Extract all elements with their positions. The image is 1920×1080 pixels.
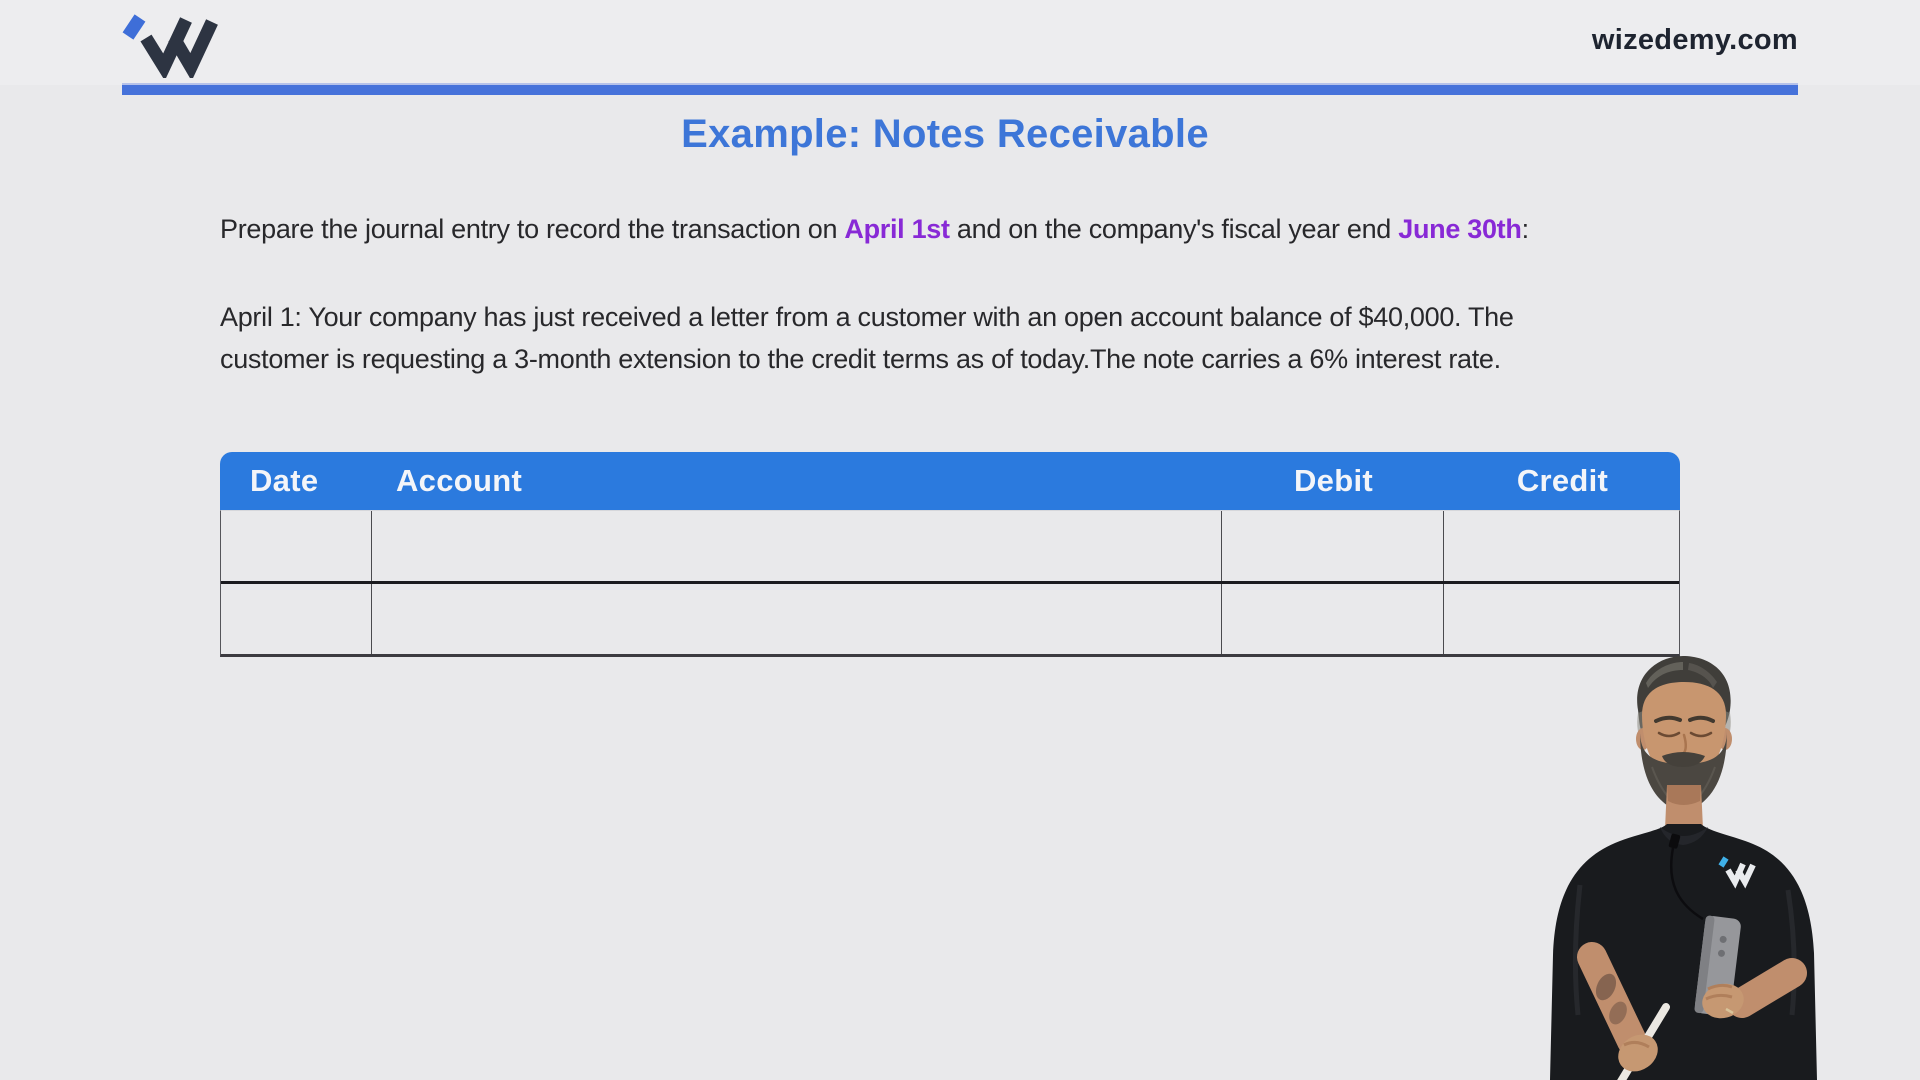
problem-statement — [220, 214, 1860, 245]
table-row — [221, 584, 1679, 654]
header-divider-rule — [122, 85, 1798, 95]
wizedemy-logo-icon — [118, 12, 218, 78]
highlight-date-april: April 1st — [844, 214, 950, 244]
table-row — [221, 511, 1679, 584]
presenter-photo — [1520, 655, 1850, 1080]
cell-debit — [1222, 511, 1445, 581]
cell-account — [372, 511, 1222, 581]
column-header-date: Date — [250, 463, 319, 498]
slide-title: Example: Notes Receivable — [681, 112, 1209, 156]
column-header-debit: Debit — [1294, 463, 1373, 498]
scenario-line-1: April 1: Your company has just received a letter from a customer with an open account balance of $40,000. The — [220, 302, 1514, 332]
column-header-credit: Credit — [1516, 463, 1609, 498]
cell-debit — [1222, 584, 1445, 654]
column-header-account: Account — [396, 463, 523, 498]
cell-credit — [1444, 511, 1679, 581]
scenario-paragraph — [220, 296, 1740, 380]
journal-table-body — [220, 510, 1680, 657]
journal-table-header — [220, 452, 1680, 510]
problem-text-middle: and on the company's fiscal year end — [949, 214, 1399, 244]
cell-credit — [1444, 584, 1679, 654]
problem-text-suffix: : — [1521, 214, 1529, 244]
scenario-line-2: customer is requesting a 3-month extension to the credit terms as of today.The note carries a 6% interest rate. — [220, 344, 1501, 374]
journal-entry-table — [220, 452, 1680, 657]
cell-date — [221, 511, 372, 581]
site-url-label: wizedemy.com — [1591, 24, 1798, 56]
problem-text-prefix: Prepare the journal entry to record the transaction on — [220, 214, 845, 244]
cell-account — [372, 584, 1222, 654]
cell-date — [221, 584, 372, 654]
highlight-date-june: June 30th — [1398, 214, 1522, 244]
